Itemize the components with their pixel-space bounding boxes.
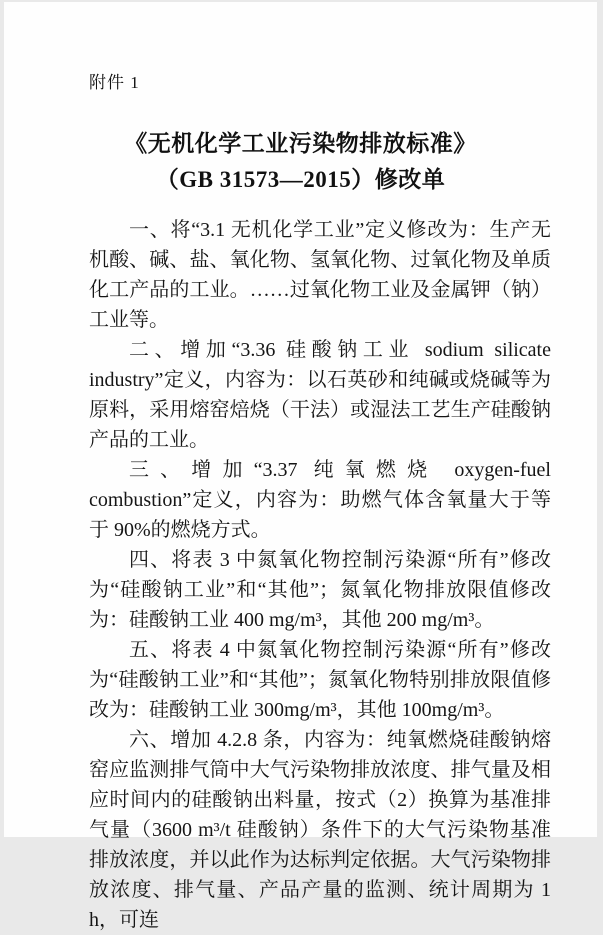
paragraph-4-table3-limit-change: 四、将表 3 中氮氧化物控制污染源“所有”修改为“硅酸钠工业”和“其他”；氮氧化物排放限值修改为：硅酸钠工业 400 mg/m³，其他 200 mg/m³。: [89, 549, 551, 631]
paragraph-3-add-definition-3-37: 三、增加“3.37 纯氧燃烧 oxygen-fuel combustion”定义，内容为：助燃气体含氧量大于等于 90%的燃烧方式。: [89, 459, 551, 541]
document-body: [89, 215, 551, 935]
paragraph-6-add-clause-4-2-8: 六、增加 4.2.8 条，内容为：纯氧燃烧硅酸钠熔窑应监测排气筒中大气污染物排放浓度、排气量及相应时间内的硅酸钠出料量，按式（2）换算为基准排气量（3600 m³/t 硅酸钠）条件下的大气污染物基准排放浓度，并以此作为达标判定依据。大气污染物排放浓度、排气量、产品产量的监测、统计周期为 1 h，可连: [89, 729, 551, 931]
attachment-label: 附件 1: [89, 73, 140, 92]
document-title-line2: （GB 31573—2015）修改单: [155, 167, 446, 192]
document-title: [4, 126, 597, 198]
paragraph-5-table4-limit-change: 五、将表 4 中氮氧化物控制污染源“所有”修改为“硅酸钠工业”和“其他”；氮氧化物特别排放限值修改为：硅酸钠工业 300mg/m³，其他 100mg/m³。: [89, 639, 551, 721]
paragraph-2-add-definition-3-36: 二、增加“3.36 硅酸钠工业 sodium silicate industry”定义，内容为：以石英砂和纯碱或烧碱等为原料，采用熔窑焙烧（干法）或湿法工艺生产硅酸钠产品的工业。: [89, 339, 551, 451]
document-page: [4, 2, 597, 931]
document-title-line1: 《无机化学工业污染物排放标准》: [124, 131, 477, 156]
paragraph-1-definition-change: 一、将“3.1 无机化学工业”定义修改为：生产无机酸、碱、盐、氧化物、氢氧化物、过氧化物及单质化工产品的工业。……过氧化物工业及金属钾（钠）工业等。: [89, 219, 551, 331]
